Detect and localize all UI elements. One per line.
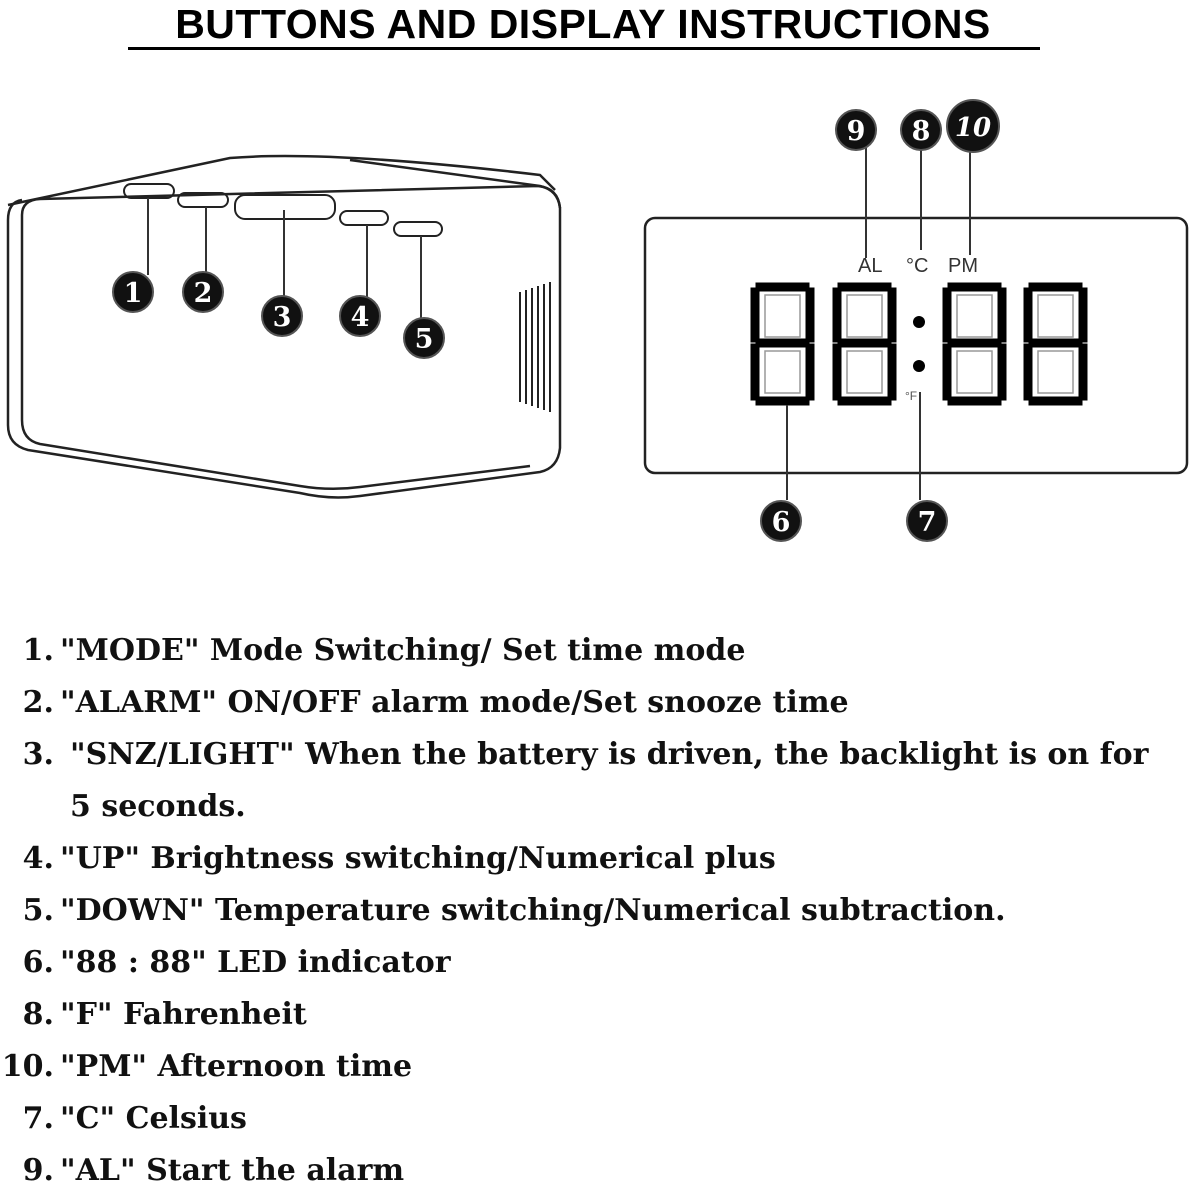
item-number: 1. — [22, 633, 54, 668]
callout-2 — [183, 272, 223, 312]
digit-2 — [837, 287, 892, 401]
callout-3 — [262, 296, 302, 336]
indicator-small: °F — [905, 389, 918, 403]
item-number: 3. — [22, 737, 54, 772]
instructions-list — [0, 625, 1192, 1197]
svg-text:7: 7 — [917, 507, 937, 538]
callout-5 — [404, 318, 444, 358]
down-button-shape — [394, 222, 442, 236]
item-number: 8. — [22, 997, 54, 1032]
item-text: "DOWN" Temperature switching/Numerical subtraction. — [60, 893, 1006, 928]
callout-6 — [761, 501, 801, 541]
item-number: 9. — [22, 1153, 54, 1188]
svg-text:6: 6 — [771, 507, 791, 538]
callout-10 — [947, 100, 999, 152]
list-item — [0, 1145, 1192, 1197]
digit-1 — [755, 287, 810, 401]
list-item — [0, 989, 1192, 1041]
callout-7 — [907, 501, 947, 541]
list-item — [0, 885, 1192, 937]
item-number: 4. — [22, 841, 54, 876]
item-number: 5. — [22, 893, 54, 928]
svg-text:5: 5 — [414, 324, 434, 355]
item-text: "C" Celsius — [60, 1101, 247, 1136]
svg-text:9: 9 — [846, 116, 866, 147]
item-text: "88 : 88" LED indicator — [60, 945, 451, 980]
indicator-pm: PM — [948, 255, 978, 277]
clock-diagram — [0, 80, 1192, 560]
list-item — [0, 677, 1192, 729]
item-number: 10. — [1, 1049, 54, 1084]
list-item — [0, 937, 1192, 989]
digit-3 — [947, 287, 1002, 401]
svg-text:1: 1 — [123, 278, 143, 309]
callout-4 — [340, 296, 380, 336]
page-title: BUTTONS AND DISPLAY INSTRUCTIONS — [175, 1, 991, 47]
side-grille — [520, 282, 550, 412]
svg-text:10: 10 — [954, 113, 992, 143]
callout-8 — [901, 110, 941, 150]
list-item — [0, 1041, 1192, 1093]
item-number: 6. — [22, 945, 54, 980]
item-number: 2. — [22, 685, 54, 720]
list-item — [0, 729, 1192, 833]
svg-text:4: 4 — [350, 302, 370, 333]
callout-9 — [836, 110, 876, 150]
segment-digits — [755, 287, 1083, 401]
svg-text:3: 3 — [272, 302, 292, 333]
list-item — [0, 1093, 1192, 1145]
item-text: "UP" Brightness switching/Numerical plus — [60, 841, 776, 876]
svg-text:8: 8 — [911, 116, 931, 147]
list-item — [0, 833, 1192, 885]
item-text: "ALARM" ON/OFF alarm mode/Set snooze time — [60, 685, 849, 720]
item-text: "MODE" Mode Switching/ Set time mode — [60, 633, 746, 668]
item-text: "PM" Afternoon time — [60, 1049, 413, 1084]
svg-text:2: 2 — [193, 278, 213, 309]
item-text: "AL" Start the alarm — [60, 1153, 405, 1188]
up-button-shape — [340, 211, 388, 225]
item-text: "SNZ/LIGHT" When the battery is driven, the backlight is on for 5 seconds. — [70, 737, 1149, 824]
title-underline — [128, 47, 1040, 50]
callout-1 — [113, 272, 153, 312]
indicator-al: AL — [858, 255, 883, 277]
list-item — [0, 625, 1192, 677]
digit-4 — [1028, 287, 1083, 401]
indicator-temp: °C — [906, 255, 929, 277]
colon — [913, 316, 925, 372]
item-text: "F" Fahrenheit — [60, 997, 307, 1032]
item-number: 7. — [22, 1101, 54, 1136]
